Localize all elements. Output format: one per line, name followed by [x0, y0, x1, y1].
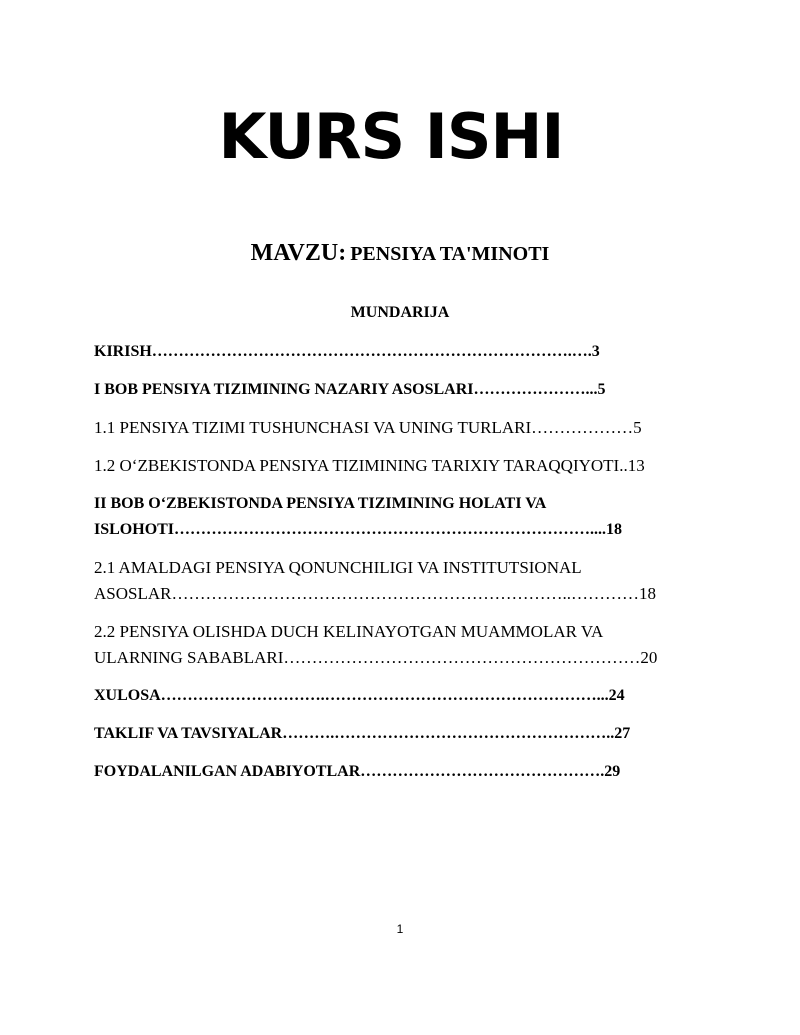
toc-entry-line: KIRISH…………………………………………………………………….….3: [94, 343, 600, 360]
toc-heading: MUNDARIJA: [350, 304, 450, 321]
toc-entry-line: II BOB O‘ZBEKISTONDA PENSIYA TIZIMINING HOLATI VA: [94, 495, 547, 512]
document-title: KURS ISHI: [218, 100, 564, 173]
toc-entry-line: ULARNING SABABLARI………………………………………………………20: [94, 648, 658, 667]
toc-entry: [94, 759, 700, 785]
toc-entry-line: ISLOHOTI……………………………………………………………………....18: [94, 521, 623, 538]
toc-entry: [94, 683, 700, 709]
page-number: 1: [396, 922, 404, 936]
subject-lead: MAVZU:: [250, 240, 347, 266]
toc-entry-line: 2.2 PENSIYA OLISHDA DUCH KELINAYOTGAN MUAMMOLAR VA: [94, 622, 604, 641]
toc-entry-line: FOYDALANILGAN ADABIYOTLAR……………………………………….29: [94, 763, 621, 780]
toc-entry: [94, 491, 700, 543]
toc-entry-line: ASOSLAR……………………………………………………………..…………18: [94, 584, 656, 603]
toc-entry-line: XULOSA………………………….……………………………………………...24: [94, 687, 625, 704]
toc-entry-line: 1.2 O‘ZBEKISTONDA PENSIYA TIZIMINING TARIXIY TARAQQIYOTI..13: [94, 456, 645, 475]
toc-entry-line: 1.1 PENSIYA TIZIMI TUSHUNCHASI VA UNING TURLARI………………5: [94, 418, 642, 437]
toc-entry-line: I BOB PENSIYA TIZIMINING NAZARIY ASOSLARI…………………...5: [94, 381, 606, 398]
toc-entry: [94, 377, 700, 403]
toc-entry: [94, 555, 700, 607]
toc-entry: [94, 453, 700, 479]
toc-entry-line: 2.1 AMALDAGI PENSIYA QONUNCHILIGI VA INSTITUTSIONAL: [94, 558, 582, 577]
toc-entry-line: TAKLIF VA TAVSIYALAR……….……………………………………………..27: [94, 725, 631, 742]
toc-entry: [94, 415, 700, 441]
table-of-contents: [94, 339, 700, 797]
toc-entry: [94, 619, 700, 671]
subject-heading: [0, 240, 800, 267]
toc-entry: [94, 339, 700, 365]
toc-entry: [94, 721, 700, 747]
subject-topic: PENSIYA TA'MINOTI: [350, 243, 550, 265]
